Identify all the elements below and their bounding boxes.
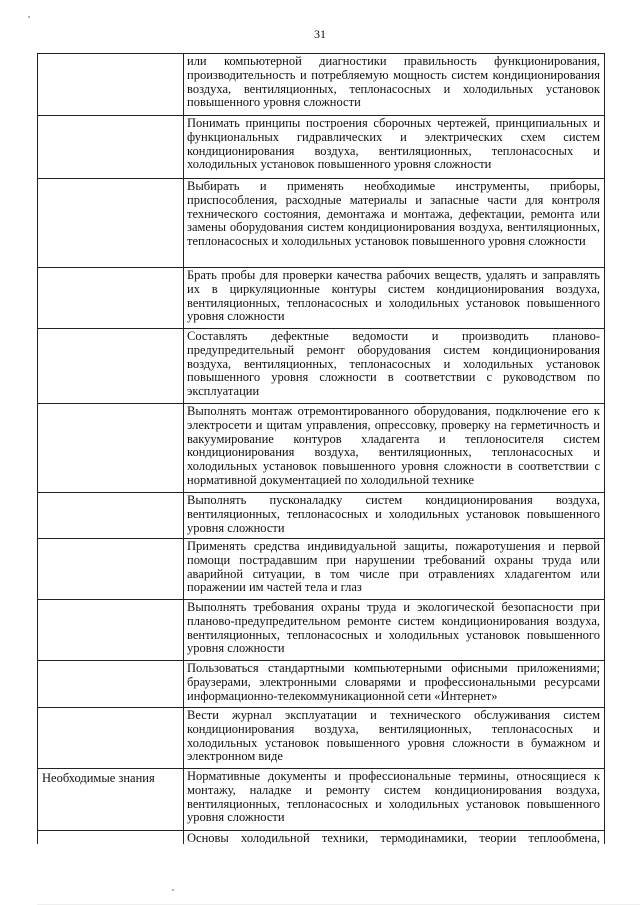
table-row [38,116,604,179]
knowledge-cell: Основы холодильной техники, термодинамики, теории теплообмена, [187,831,600,845]
table-row [38,600,604,661]
table-row [38,831,604,845]
table-row [38,268,604,329]
table-row [38,329,604,404]
table-row [38,179,604,268]
skill-cell: Пользоваться стандартными компьютерными офисными приложениями; браузерами, электронными словарями и профессиональными ресурсами информационно-телекоммуникационной сети «Интернет» [187,661,600,703]
skill-cell: Выполнять пусконаладку систем кондиционирования воздуха, вентиляционных, теплонасосных и холодильных установок повышенного уровня сложности [187,493,600,535]
table-row [38,493,604,539]
skill-cell: Составлять дефектные ведомости и производить планово-предупредительный ремонт оборудования систем кондиционирования воздуха, вентиляционных, теплонасосных и холодильных установок повышенного уровня сложности в соответствии с руководством по эксплуатации [187,329,600,399]
skill-cell: или компьютерной диагностики правильность функционирования, производительность и потребляемую мощность систем кондиционирования воздуха, вентиляционных, теплонасосных и холодильных установок повышенного уровня сложности [187,54,600,110]
skill-cell: Применять средства индивидуальной защиты, пожаротушения и первой помощи пострадавшим при нарушении требований охраны труда или аварийной ситуации, в том числе при отравлениях хладагентом или поражении им частей тела и глаз [187,539,600,595]
scan-speck [28,16,30,18]
skill-cell: Выполнять требования охраны труда и экологической безопасности при планово-предупредительном ремонте систем кондиционирования воздуха, вентиляционных, теплонасосных и холодильных установок повышенного уровня сложности [187,600,600,656]
table-row [38,769,604,831]
skill-cell: Выполнять монтаж отремонтированного оборудования, подключение его к электросети и щитам управления, опрессовку, проверку на герметичность и вакуумирование контуров хладагента и теплоносителя систем кондиционирования воздуха, вентиляционных, теплонасосных и холодильных установок повышенного уровня сложности в соответствии с нормативной документацией по холодильной технике [187,404,600,487]
page-number: 31 [314,27,326,41]
section-label: Необходимые знания [42,771,155,785]
skill-cell: Брать пробы для проверки качества рабочих веществ, удалять и заправлять их в циркуляционные контуры систем кондиционирования воздуха, вентиляционных, теплонасосных и холодильных установок повышенного уровня сложности [187,268,600,324]
table-row [38,539,604,600]
skill-cell: Вести журнал эксплуатации и технического обслуживания систем кондиционирования воздуха, вентиляционных, теплонасосных и холодильных установок повышенного уровня сложности в бумажном и электронном виде [187,708,600,764]
table-row [38,708,604,769]
requirements-table [37,53,605,844]
knowledge-cell: Нормативные документы и профессиональные термины, относящиеся к монтажу, наладке и ремонту систем кондиционирования воздуха, вентиляционных, теплонасосных и холодильных установок повышенного уровня сложности [187,769,600,825]
table-row [38,404,604,493]
skill-cell: Выбирать и применять необходимые инструменты, приборы, приспособления, расходные материалы и запасные части для контроля технического состояния, демонтажа и монтажа, дефектации, ремонта или замены оборудования систем кондиционирования воздуха, вентиляционных, теплонасосных и холодильных установок повышенного уровня сложности [187,179,600,249]
skill-cell: Понимать принципы построения сборочных чертежей, принципиальных и функциональных гидравлических и электрических схем систем кондиционирования воздуха, вентиляционных, теплонасосных и холодильных установок повышенного уровня сложности [187,116,600,172]
scan-speck [172,889,174,891]
table-row [38,661,604,708]
table-row [38,54,604,116]
